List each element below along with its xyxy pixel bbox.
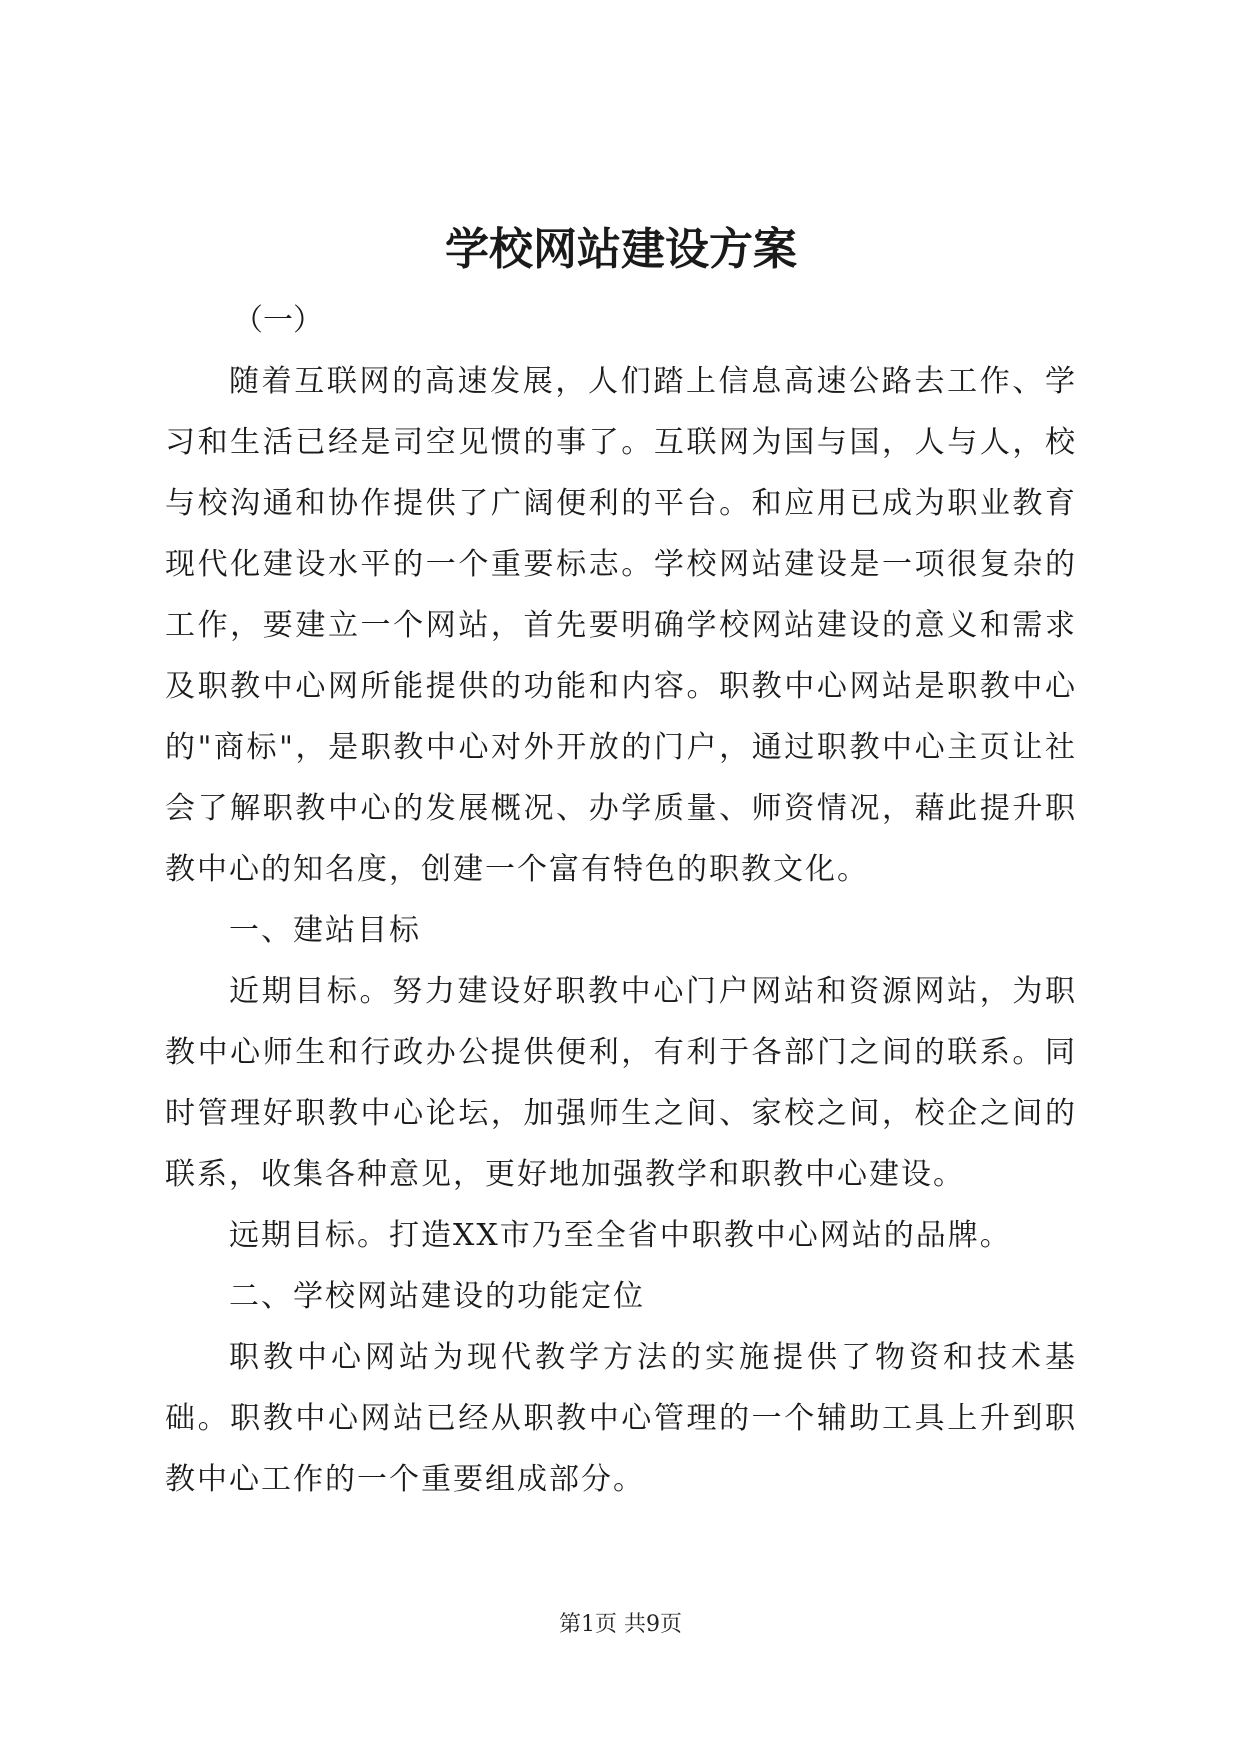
document-title: 学校网站建设方案 bbox=[445, 224, 797, 275]
paragraph-long-term-goal: 远期目标。打造XX市乃至全省中职教中心网站的品牌。 bbox=[229, 1218, 1012, 1253]
page-footer bbox=[0, 1610, 1241, 1640]
section-number: （一） bbox=[233, 303, 323, 338]
document-body bbox=[165, 220, 1077, 1510]
heading-function-positioning: 二、学校网站建设的功能定位 bbox=[229, 1279, 645, 1314]
paragraph-intro: 随着互联网的高速发展，人们踏上信息高速公路去工作、学习和生活已经是司空见惯的事了。互联网为国与国，人与人，校与校沟通和协作提供了广阔便利的平台。和应用已成为职业教育现代化建设水平的一个重要标志。学校网站建设是一项很复杂的工作，要建立一个网站，首先要明确学校网站建设的意义和需求及职教中心网所能提供的功能和内容。职教中心网站是职教中心的"商标"，是职教中心对外开放的门户，通过职教中心主页让社会了解职教中心的发展概况、办学质量、师资情况，藉此提升职教中心的知名度，创建一个富有特色的职教文化。 bbox=[165, 364, 1077, 887]
page-number: 第1页 共9页 bbox=[559, 1612, 682, 1637]
paragraph-function-positioning: 职教中心网站为现代教学方法的实施提供了物资和技术基础。职教中心网站已经从职教中心管理的一个辅助工具上升到职教中心工作的一个重要组成部分。 bbox=[165, 1340, 1077, 1497]
heading-goals: 一、建站目标 bbox=[229, 913, 421, 948]
paragraph-near-term-goal: 近期目标。努力建设好职教中心门户网站和资源网站，为职教中心师生和行政办公提供便利，有利于各部门之间的联系。同时管理好职教中心论坛，加强师生之间、家校之间，校企之间的联系，收集各种意见，更好地加强教学和职教中心建设。 bbox=[165, 974, 1077, 1192]
